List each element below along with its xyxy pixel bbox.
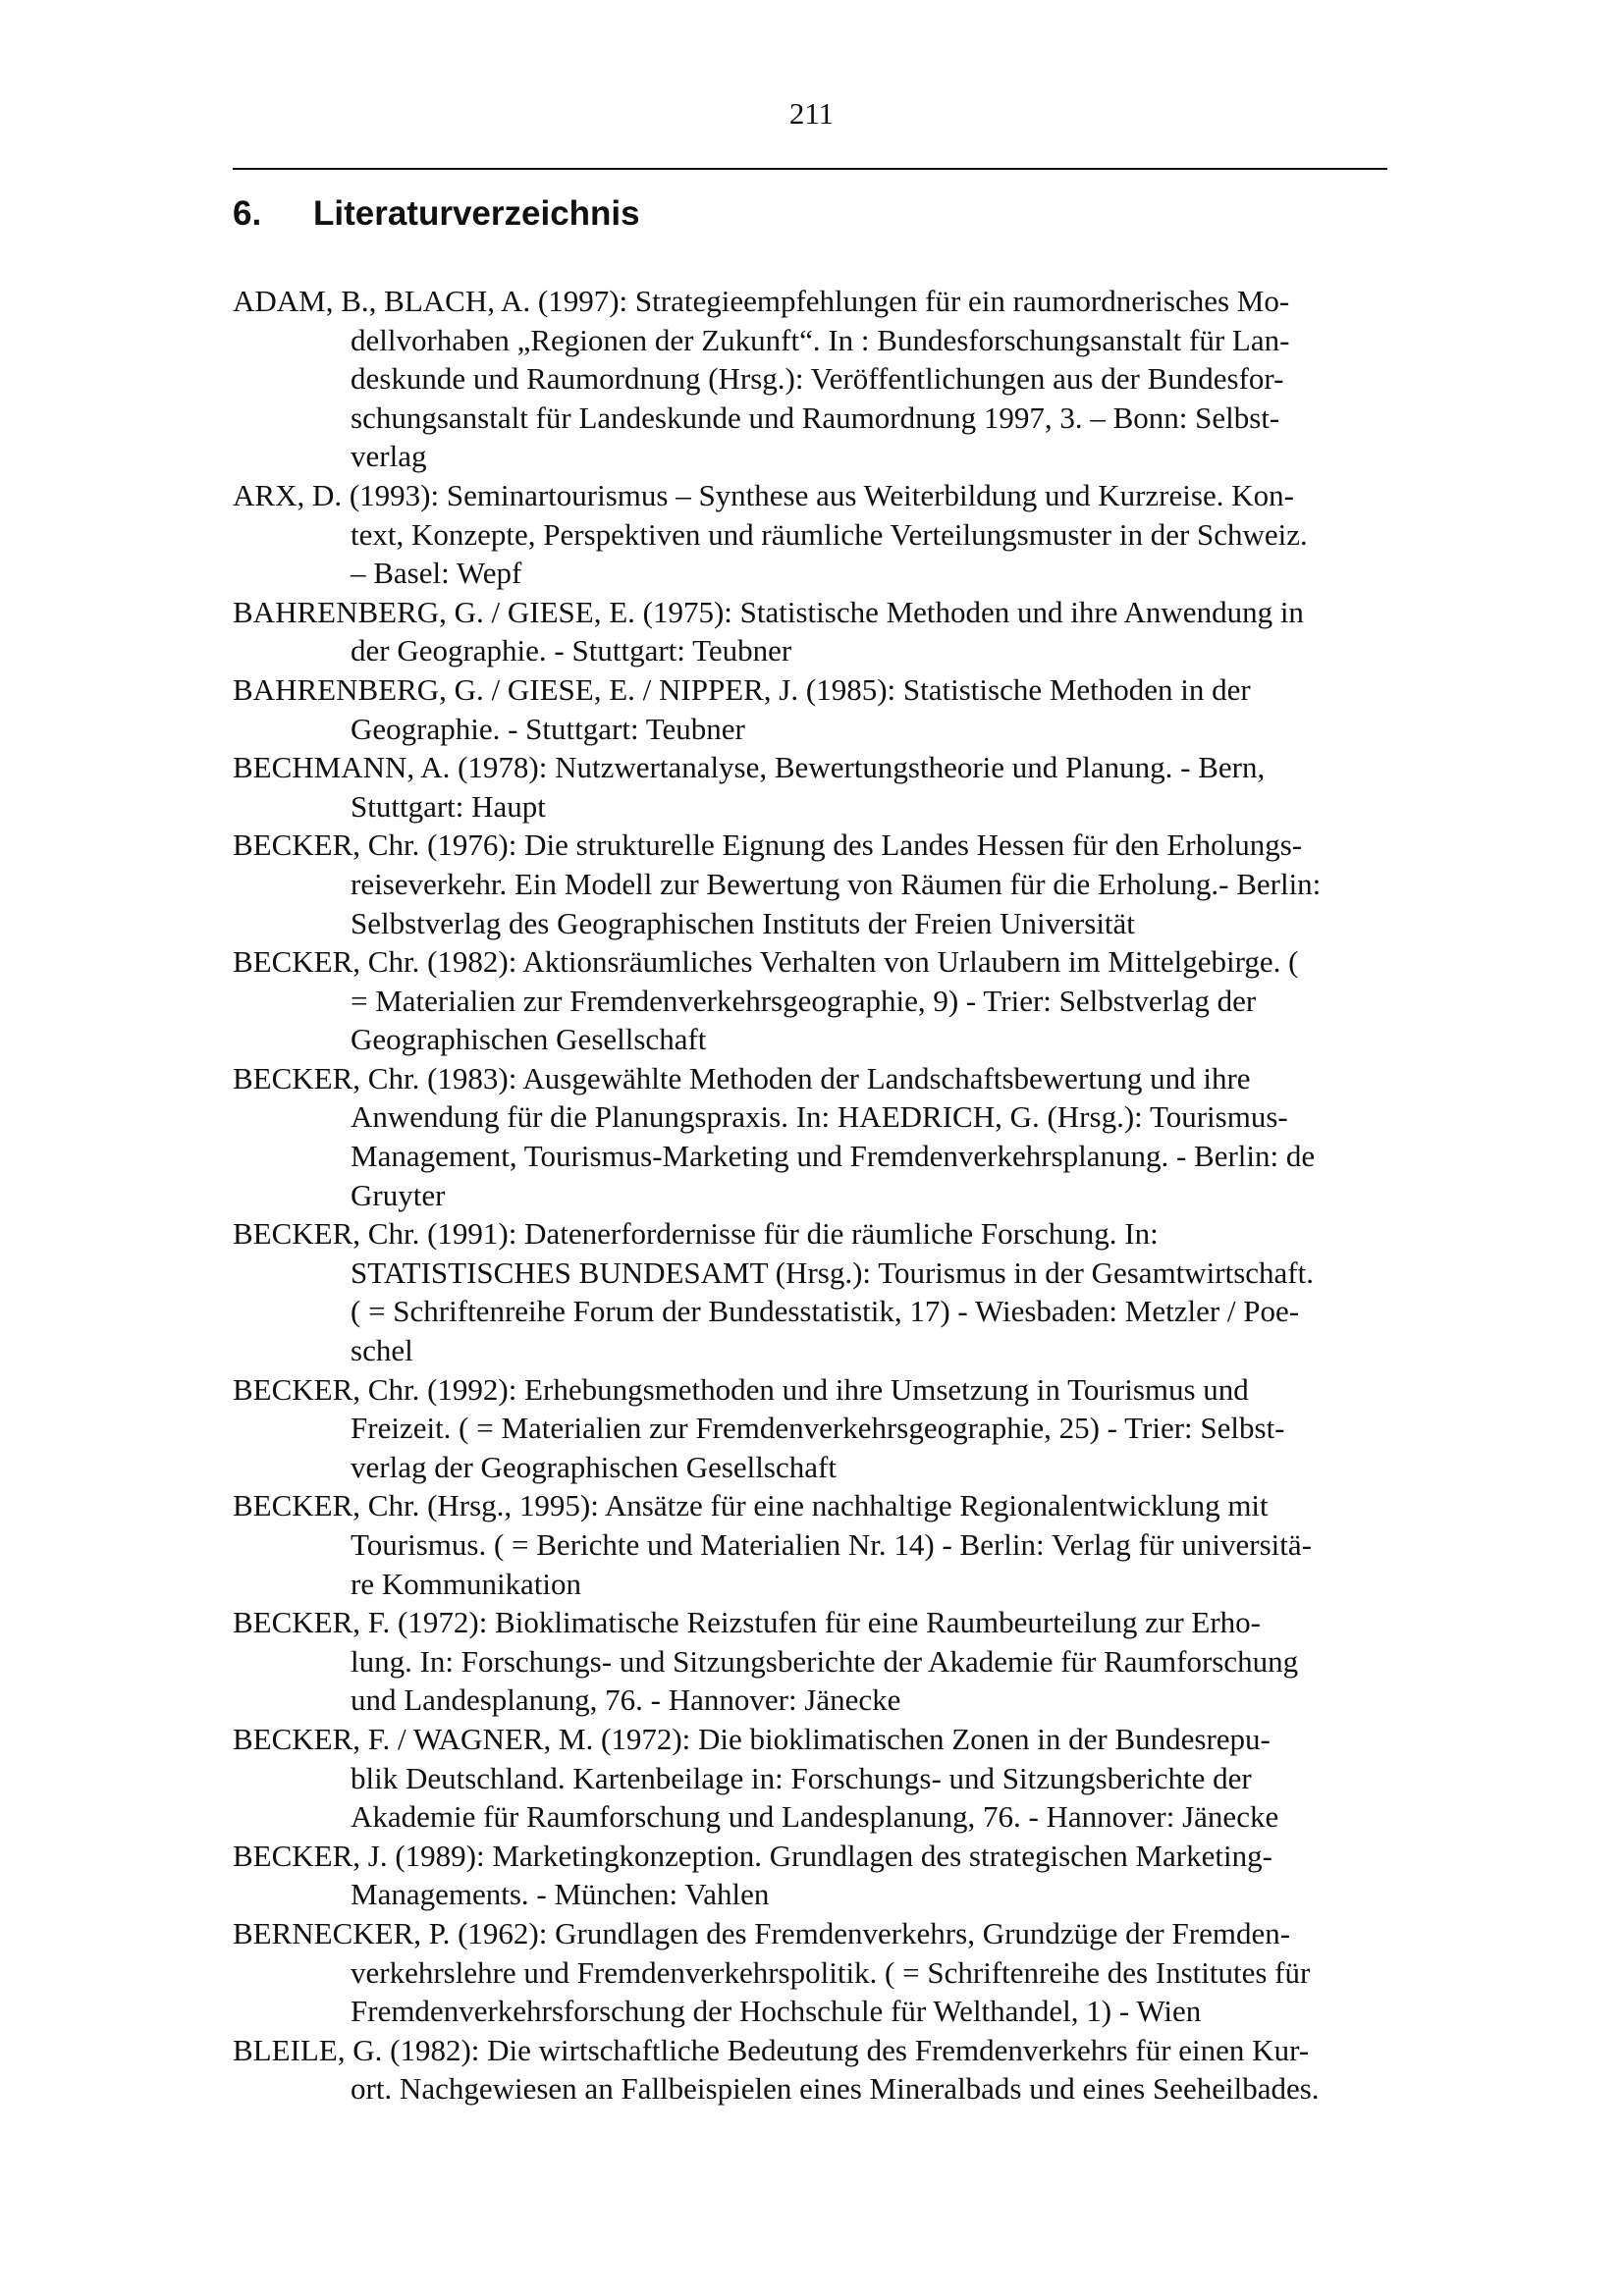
reference-continuation-line: und Landesplanung, 76. - Hannover: Jänecke <box>351 1682 901 1718</box>
reference-continuation-line: Akademie für Raumforschung und Landesplanung, 76. - Hannover: Jänecke <box>351 1799 1279 1835</box>
reference-first-line: BECKER, Chr. (1992): Erhebungsmethoden und ihre Umsetzung in Tourismus und <box>233 1371 1249 1407</box>
reference-continuation-line: verlag der Geographischen Gesellschaft <box>351 1449 837 1484</box>
reference-continuation-line: Selbstverlag des Geographischen Instituts der Freien Universität <box>351 905 1135 940</box>
reference-continuation-line: ( = Schriftenreihe Forum der Bundesstatistik, 17) - Wiesbaden: Metzler / Poe- <box>351 1294 1300 1329</box>
reference-first-line: BECKER, Chr. (1982): Aktionsräumliches Verhalten von Urlaubern im Mittelgebirge. ( <box>233 944 1299 980</box>
reference-continuation-line: STATISTISCHES BUNDESAMT (Hrsg.): Tourismus in der Gesamtwirtschaft. <box>351 1255 1314 1290</box>
reference-continuation-line: Tourismus. ( = Berichte und Materialien Nr. 14) - Berlin: Verlag für universitä- <box>351 1527 1312 1562</box>
section-title: Literaturverzeichnis <box>313 194 640 233</box>
reference-first-line: BLEILE, G. (1982): Die wirtschaftliche Bedeutung des Fremdenverkehrs für einen Kur- <box>233 2032 1310 2067</box>
reference-first-line: BECKER, F. / WAGNER, M. (1972): Die bioklimatischen Zonen in der Bundesrepu- <box>233 1721 1271 1756</box>
reference-continuation-line: verkehrslehre und Fremdenverkehrspolitik. ( = Schriftenreihe des Institutes für <box>351 1954 1311 1990</box>
reference-first-line: BECKER, F. (1972): Bioklimatische Reizstufen für eine Raumbeurteilung zur Erho- <box>233 1605 1261 1640</box>
reference-continuation-line: reiseverkehr. Ein Modell zur Bewertung von Räumen für die Erholung.- Berlin: <box>351 866 1322 901</box>
reference-continuation-line: Gruyter <box>351 1177 446 1212</box>
reference-continuation-line: blik Deutschland. Kartenbeilage in: Forschungs- und Sitzungsberichte der <box>351 1760 1252 1795</box>
reference-continuation-line: schungsanstalt für Landeskunde und Raumordnung 1997, 3. – Bonn: Selbst- <box>351 400 1280 435</box>
reference-entry <box>233 942 1411 1059</box>
reference-continuation-line: Management, Tourismus-Marketing und Fremdenverkehrsplanung. - Berlin: de <box>351 1139 1316 1174</box>
reference-first-line: ADAM, B., BLACH, A. (1997): Strategieempfehlungen für ein raumordnerisches Mo- <box>233 284 1290 318</box>
reference-entry <box>233 670 1411 748</box>
reference-first-line: BECKER, Chr. (Hrsg., 1995): Ansätze für eine nachhaltige Regionalentwicklung mit <box>233 1488 1269 1523</box>
reference-entry <box>233 1720 1411 1837</box>
section-heading <box>233 192 640 236</box>
reference-continuation-line: lung. In: Forschungs- und Sitzungsberichte der Akademie für Raumforschung <box>351 1643 1299 1679</box>
reference-continuation-line: Geographie. - Stuttgart: Teubner <box>351 711 745 746</box>
section-number: 6. <box>233 194 262 233</box>
reference-continuation-line: schel <box>351 1333 413 1368</box>
reference-continuation-line: Anwendung für die Planungspraxis. In: HAEDRICH, G. (Hrsg.): Tourismus- <box>351 1099 1288 1135</box>
reference-entry <box>233 1603 1411 1720</box>
reference-continuation-line: Managements. - München: Vahlen <box>351 1877 770 1912</box>
reference-continuation-line: Stuttgart: Haupt <box>351 788 546 824</box>
reference-continuation-line: Freizeit. ( = Materialien zur Fremdenverkehrsgeographie, 25) - Trier: Selbst- <box>351 1411 1285 1446</box>
reference-list <box>233 282 1411 2109</box>
reference-continuation-line: deskunde und Raumordnung (Hrsg.): Veröffentlichungen aus der Bundesfor- <box>351 361 1284 397</box>
reference-entry <box>233 282 1411 476</box>
reference-entry <box>233 476 1411 593</box>
reference-continuation-line: der Geographie. - Stuttgart: Teubner <box>351 633 792 668</box>
reference-first-line: BAHRENBERG, G. / GIESE, E. (1975): Statistische Methoden und ihre Anwendung in <box>233 594 1304 629</box>
reference-entry <box>233 826 1411 942</box>
reference-first-line: BECKER, Chr. (1976): Die strukturelle Eignung des Landes Hessen für den Erholungs- <box>233 828 1303 863</box>
reference-entry <box>233 1214 1411 1369</box>
reference-continuation-line: Fremdenverkehrsforschung der Hochschule für Welthandel, 1) - Wien <box>351 1994 1202 2029</box>
reference-first-line: BECHMANN, A. (1978): Nutzwertanalyse, Bewertungstheorie und Planung. - Bern, <box>233 750 1266 785</box>
reference-entry <box>233 1486 1411 1603</box>
reference-continuation-line: = Materialien zur Fremdenverkehrsgeographie, 9) - Trier: Selbstverlag der <box>351 983 1257 1018</box>
reference-first-line: BERNECKER, P. (1962): Grundlagen des Fremdenverkehrs, Grundzüge der Fremden- <box>233 1915 1291 1950</box>
reference-entry <box>233 1837 1411 1914</box>
reference-entry <box>233 1914 1411 2031</box>
reference-entry <box>233 1059 1411 1214</box>
header-rule <box>233 168 1387 170</box>
reference-first-line: ARX, D. (1993): Seminartourismus – Synthese aus Weiterbildung und Kurzreise. Kon- <box>233 477 1294 512</box>
reference-continuation-line: text, Konzepte, Perspektiven und räumliche Verteilungsmuster in der Schweiz. <box>351 516 1308 552</box>
reference-first-line: BECKER, Chr. (1983): Ausgewählte Methoden der Landschaftsbewertung und ihre <box>233 1060 1251 1095</box>
reference-continuation-line: – Basel: Wepf <box>351 556 522 591</box>
reference-first-line: BECKER, Chr. (1991): Datenerfordernisse für die räumliche Forschung. In: <box>233 1216 1159 1252</box>
page-number: 211 <box>788 96 835 131</box>
reference-entry <box>233 1370 1411 1487</box>
reference-entry <box>233 593 1411 670</box>
reference-continuation-line: ort. Nachgewiesen an Fallbeispielen eines Mineralbads und eines Seeheilbades. <box>351 2071 1320 2107</box>
reference-first-line: BAHRENBERG, G. / GIESE, E. / NIPPER, J. (1985): Statistische Methoden in der <box>233 671 1251 707</box>
reference-continuation-line: verlag <box>351 439 427 474</box>
reference-continuation-line: dellvorhaben „Regionen der Zukunft“. In : Bundesforschungsanstalt für Lan- <box>351 322 1290 357</box>
reference-entry <box>233 2031 1411 2109</box>
reference-first-line: BECKER, J. (1989): Marketingkonzeption. Grundlagen des strategischen Marketing- <box>233 1838 1272 1873</box>
reference-continuation-line: Geographischen Gesellschaft <box>351 1022 707 1057</box>
reference-entry <box>233 748 1411 826</box>
reference-continuation-line: re Kommunikation <box>351 1566 582 1601</box>
